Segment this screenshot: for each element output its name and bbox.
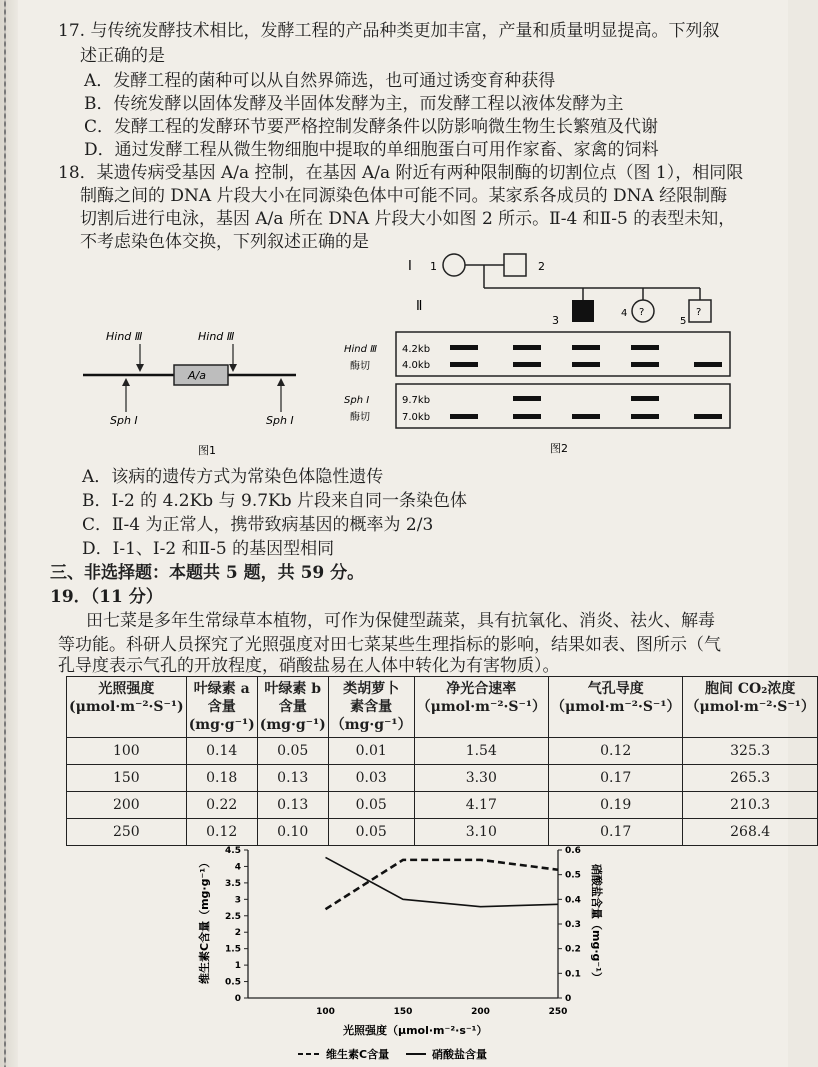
th-text: （μmol·m⁻²·S⁻¹）: [685, 699, 815, 715]
legend-dashed-label: 维生素C含量: [326, 1048, 390, 1061]
fig1-hind-right-arrowhead: [229, 364, 237, 372]
left-tick-label: 4.5: [225, 846, 241, 856]
fig2-member-5-label: 5: [680, 316, 687, 327]
band-sph-lane2-97: [513, 396, 541, 401]
q17-option-d: D．通过发酵工程从微生物细胞中提取的单细胞蛋白可用作家畜、家禽的饲料: [84, 140, 659, 160]
chart-right-axis-label: 硝酸盐含量（mg·g⁻¹）: [590, 864, 603, 984]
th-text: 素含量: [350, 699, 393, 715]
band-hind-lane5-40: [694, 362, 722, 367]
th-text: 含量: [207, 699, 236, 715]
th-chlorophyll-b: [257, 677, 328, 738]
table-cell: 0.03: [328, 765, 414, 792]
table-cell: 0.17: [549, 819, 683, 846]
q17-option-c: C．发酵工程的发酵环节要严格控制发酵条件以防影响微生物生长繁殖及代谢: [84, 117, 659, 137]
th-text: (μmol·m⁻²·S⁻¹): [69, 699, 184, 715]
table-header-row: [67, 677, 818, 738]
chart-left-axis-label: 维生素C含量（mg·g⁻¹）: [198, 856, 211, 984]
band-sph-lane1-70: [450, 414, 478, 419]
table-cell: 0.13: [257, 765, 328, 792]
left-tick-label: 2: [234, 928, 241, 939]
th-light-intensity: [67, 677, 187, 738]
table-cell: 0.14: [186, 738, 257, 765]
table-cell: 0.19: [549, 792, 683, 819]
table-cell: 210.3: [683, 792, 817, 819]
table-row: [67, 765, 818, 792]
q18-option-b: B．Ⅰ-2 的 4.2Kb 与 9.7Kb 片段来自同一条染色体: [82, 491, 468, 511]
table-cell: 0.12: [186, 819, 257, 846]
q17-option-b: B．传统发酵以固体发酵及半固体发酵为主，而发酵工程以液体发酵为主: [84, 94, 624, 114]
table-cell: 100: [67, 738, 187, 765]
figure-2-pedigree-electrophoresis: [328, 248, 748, 458]
fig2-female-4-question: ?: [639, 307, 645, 318]
q18-stem-line3: 切割后进行电泳，基因 A/a 所在 DNA 片段大小如图 2 所示。Ⅱ-4 和Ⅱ-5 的表型未知，: [80, 209, 736, 229]
th-text: 叶绿素 a: [193, 681, 250, 697]
band-sph-lane4-97: [631, 396, 659, 401]
band-sph-lane4-70: [631, 414, 659, 419]
q19-intro-line1: 田七菜是多年生常绿草本植物，可作为保健型蔬菜，具有抗氧化、消炎、祛火、解毒: [86, 611, 715, 631]
right-tick-label: 0.6: [565, 846, 581, 856]
band-hind-lane2-40: [513, 362, 541, 367]
series-line-vitamin-c: [326, 860, 559, 909]
table-cell: 1.54: [414, 738, 548, 765]
th-text: 气孔导度: [587, 681, 644, 697]
perforation-dots: [4, 0, 6, 1067]
fig1-hind-left-label: Hind Ⅲ: [106, 330, 143, 343]
band-sph-lane2-70: [513, 414, 541, 419]
left-tick-label: 1.5: [225, 944, 241, 955]
x-tick-label: 200: [471, 1007, 490, 1017]
th-intercellular-co2: [683, 677, 817, 738]
right-tick-label: 0: [565, 994, 572, 1004]
band-hind-lane4-42: [631, 345, 659, 350]
fig2-male-5-question: ?: [696, 307, 702, 318]
table-cell: 150: [67, 765, 187, 792]
q17-stem-line2: 述正确的是: [80, 46, 165, 66]
th-text: (mg·g⁻¹): [188, 717, 255, 733]
fig2-member-3-label: 3: [552, 314, 559, 327]
table-cell: 4.17: [414, 792, 548, 819]
left-tick-label: 4: [234, 862, 241, 873]
table-cell: 250: [67, 819, 187, 846]
table-cell: 3.10: [414, 819, 548, 846]
q18-stem-line2: 制酶之间的 DNA 片段大小在同源染色体中可能不同。某家系各成员的 DNA 经限制酶: [80, 186, 728, 206]
left-tick-label: 2.5: [225, 911, 241, 922]
q19-heading: 19．（11 分）: [50, 587, 163, 607]
band-hind-lane3-42: [572, 345, 600, 350]
right-tick-label: 0.3: [565, 920, 581, 930]
table-cell: 0.10: [257, 819, 328, 846]
fig2-affected-male-3-symbol: [572, 300, 594, 322]
table-row: [67, 738, 818, 765]
chart-ticks: [225, 846, 581, 1017]
th-net-photosynthesis: [414, 677, 548, 738]
fig2-generation-1-label: Ⅰ: [408, 259, 412, 274]
table-row: [67, 792, 818, 819]
band-hind-lane4-40: [631, 362, 659, 367]
q19-line-chart: [168, 838, 628, 1063]
band-hind-lane1-42: [450, 345, 478, 350]
th-stomatal-conductance: [549, 677, 683, 738]
table-cell: 0.18: [186, 765, 257, 792]
th-text: 光照强度: [98, 681, 155, 697]
fig2-band-label-7-0kb: 7.0kb: [402, 412, 431, 423]
th-text: 类胡萝卜: [343, 681, 400, 697]
fig2-caption: 图2: [550, 442, 568, 455]
fig2-hind-cut-label: 酶切: [350, 361, 370, 372]
th-text: （mg·g⁻¹）: [330, 717, 412, 733]
table-cell: 0.05: [328, 819, 414, 846]
band-sph-lane5-70: [694, 414, 722, 419]
q18-stem-line4: 不考虑染色体交换，下列叙述正确的是: [80, 232, 369, 252]
fig1-sph-right-label: Sph Ⅰ: [266, 414, 294, 427]
right-tick-label: 0.2: [565, 944, 581, 955]
table-cell: 3.30: [414, 765, 548, 792]
fig1-hind-left-arrowhead: [136, 364, 144, 372]
left-tick-label: 3: [234, 895, 241, 906]
table-cell: 325.3: [683, 738, 817, 765]
q19-data-table: [66, 676, 818, 846]
th-text: 含量: [278, 699, 307, 715]
table-cell: 268.4: [683, 819, 817, 846]
band-hind-lane1-40: [450, 362, 478, 367]
fig2-gel-hind: [396, 332, 730, 376]
fig2-band-label-4-2kb: 4.2kb: [402, 344, 431, 355]
table-cell: 0.17: [549, 765, 683, 792]
q17-option-a: A．发酵工程的菌种可以从自然界筛选，也可通过诱变育种获得: [84, 71, 556, 91]
table-cell: 0.05: [328, 792, 414, 819]
th-carotenoid: [328, 677, 414, 738]
chart-axes: [248, 850, 558, 998]
chart-series: [326, 857, 559, 909]
th-text: 叶绿素 b: [264, 681, 322, 697]
figure-1-restriction-map: [68, 320, 318, 460]
fig1-hind-right-label: Hind Ⅲ: [198, 330, 235, 343]
table-cell: 0.01: [328, 738, 414, 765]
table-cell: 0.13: [257, 792, 328, 819]
fig1-sph-left-arrowhead: [122, 378, 130, 386]
table-cell: 265.3: [683, 765, 817, 792]
q18-option-c: C．Ⅱ-4 为正常人，携带致病基因的概率为 2/3: [82, 515, 434, 535]
table-cell: 0.22: [186, 792, 257, 819]
legend-solid-label: 硝酸盐含量: [432, 1048, 487, 1061]
fig2-generation-2-label: Ⅱ: [416, 299, 423, 314]
band-hind-lane3-40: [572, 362, 600, 367]
q19-intro-line3: 孔导度表示气孔的开放程度，硝酸盐易在人体中转化为有害物质）。: [58, 656, 560, 676]
page-binding-edge: [0, 0, 18, 1067]
fig2-sph-cut-label: 酶切: [350, 412, 370, 423]
fig2-band-label-9-7kb: 9.7kb: [402, 395, 431, 406]
th-text: 胞间 CO₂浓度: [705, 681, 796, 697]
band-sph-lane3-70: [572, 414, 600, 419]
fig2-member-2-label: 2: [538, 260, 545, 273]
left-tick-label: 0.5: [225, 977, 241, 988]
table-cell: 0.12: [549, 738, 683, 765]
fig2-male-2-symbol: [504, 254, 526, 276]
fig2-member-4-label: 4: [621, 308, 628, 319]
x-tick-label: 250: [548, 1007, 568, 1017]
fig2-gel-sph: [396, 384, 730, 428]
th-chlorophyll-a: [186, 677, 257, 738]
fig2-sph-enzyme-label: Sph Ⅰ: [344, 395, 370, 406]
left-tick-label: 0: [234, 994, 241, 1004]
right-tick-label: 0.4: [565, 895, 581, 906]
table-cell: 200: [67, 792, 187, 819]
q18-stem-line1: 18．某遗传病受基因 A/a 控制，在基因 A/a 附近有两种限制酶的切割位点（图 1），相同限: [58, 163, 744, 183]
exam-page: [18, 0, 815, 1067]
table-cell: 0.05: [257, 738, 328, 765]
th-text: (mg·g⁻¹): [259, 717, 326, 733]
fig1-caption: 图1: [198, 444, 216, 457]
right-tick-label: 0.5: [565, 870, 581, 881]
q18-option-d: D．Ⅰ-1、Ⅰ-2 和Ⅱ-5 的基因型相同: [82, 539, 335, 559]
th-text: （μmol·m⁻²·S⁻¹）: [416, 699, 547, 715]
left-tick-label: 1: [234, 961, 241, 972]
fig1-gene-label: A/a: [188, 369, 206, 382]
fig2-member-1-label: 1: [430, 260, 437, 273]
th-text: （μmol·m⁻²·S⁻¹）: [551, 699, 681, 715]
fig2-female-1-symbol: [443, 254, 465, 276]
chart-x-axis-label: 光照强度（μmol·m⁻²·s⁻¹）: [343, 1024, 488, 1037]
q17-stem-line1: 17. 与传统发酵技术相比，发酵工程的产品种类更加丰富，产量和质量明显提高。下列叙: [58, 21, 720, 41]
fig1-sph-left-label: Sph Ⅰ: [110, 414, 138, 427]
x-tick-label: 150: [393, 1007, 413, 1017]
right-tick-label: 0.1: [565, 969, 581, 980]
left-tick-label: 3.5: [225, 878, 241, 889]
x-tick-label: 100: [316, 1007, 335, 1017]
fig2-hind-enzyme-label: Hind Ⅲ: [344, 344, 378, 355]
section-3-heading: 三、非选择题：本题共 5 题，共 59 分。: [50, 563, 365, 583]
q18-option-a: A．该病的遗传方式为常染色体隐性遗传: [82, 467, 384, 487]
fig2-gel-bands: [450, 345, 722, 419]
fig2-band-label-4-0kb: 4.0kb: [402, 360, 431, 371]
q19-intro-line2: 等功能。科研人员探究了光照强度对田七菜某些生理指标的影响，结果如表、图所示（气: [58, 635, 721, 655]
th-text: 净光合速率: [446, 681, 517, 697]
fig1-sph-right-arrowhead: [277, 378, 285, 386]
band-hind-lane2-42: [513, 345, 541, 350]
